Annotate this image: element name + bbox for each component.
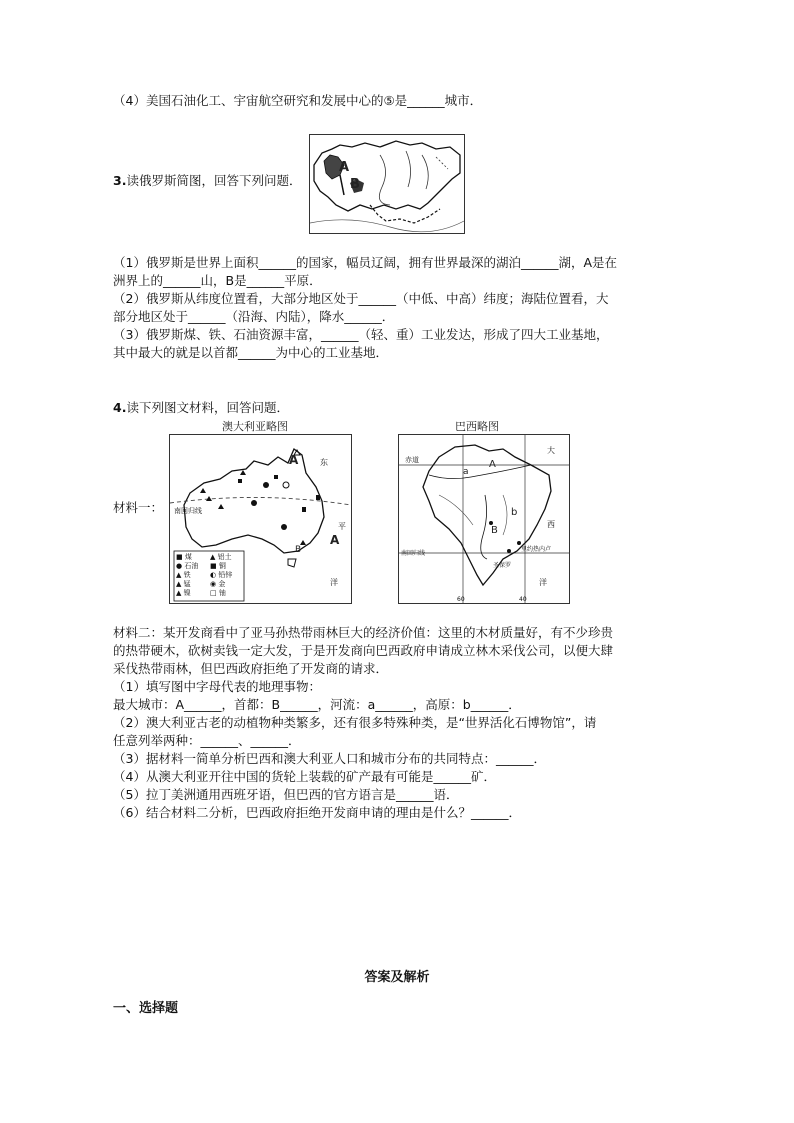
brazil-map bbox=[398, 434, 570, 604]
legend-manganese: ▲ 锰 bbox=[176, 580, 191, 588]
brazil-tropic-label: 南回归线 bbox=[401, 550, 426, 557]
legend-gold: ◉ 金 bbox=[210, 580, 226, 588]
australia-label-ping: 平 bbox=[338, 522, 346, 531]
question-4-line-8: （3）据材料一简单分析巴西和澳大利亚人口和城市分布的共同特点：______． bbox=[113, 751, 546, 766]
australia-legend bbox=[176, 553, 244, 598]
question-4-line-3: 采伐热带雨林，但巴西政府拒绝了开发商的请求． bbox=[113, 661, 389, 676]
russia-label-b: B bbox=[350, 177, 360, 192]
australia-label-a-south: A bbox=[330, 533, 340, 547]
question-4-line-10: （5）拉丁美洲通用西班牙语，但巴西的官方语言是______语． bbox=[113, 787, 459, 802]
question-4-line-7: 任意列举两种：______、______． bbox=[113, 733, 301, 748]
legend-oil: ● 石油 bbox=[176, 562, 199, 570]
question-4-line-5: 最大城市：A______，首都：B______，河流：a______，高原：b______． bbox=[113, 697, 521, 712]
legend-copper: ■ 铜 bbox=[210, 562, 226, 570]
australia-label-b: B bbox=[295, 545, 302, 555]
australia-map bbox=[169, 434, 352, 604]
question-4-line-6: （2）澳大利亚古老的动植物种类繁多，还有很多特殊种类，是“世界活化石博物馆”，请 bbox=[113, 715, 597, 730]
brazil-label-b-capital: B bbox=[491, 525, 498, 536]
russia-map bbox=[309, 134, 465, 234]
brazil-label-yang: 洋 bbox=[539, 578, 547, 587]
brazil-label-da: 大 bbox=[547, 446, 555, 455]
brazil-map-title: 巴西略图 bbox=[455, 420, 499, 433]
russia-map-drawing bbox=[310, 135, 464, 233]
legend-lead-zinc: ◐ 铅锌 bbox=[210, 571, 233, 579]
brazil-label-b-plateau: b bbox=[511, 507, 518, 518]
brazil-saopaulo-label: 圣保罗 bbox=[493, 562, 512, 569]
russia-label-a: A bbox=[339, 160, 350, 175]
question-3-title bbox=[113, 172, 301, 190]
australia-label-a-north: A bbox=[289, 453, 299, 467]
question-3-number: 3. bbox=[113, 173, 127, 188]
brazil-equator-label: 赤道 bbox=[405, 456, 419, 464]
question-4-line-9: （4）从澳大利亚开往中国的货轮上装载的矿产最有可能是______矿． bbox=[113, 769, 496, 784]
section-title: 一、选择题 bbox=[113, 1001, 179, 1016]
legend-iron: ▲ 铁 bbox=[176, 571, 191, 579]
question-4-line-1: 材料二：某开发商看中了亚马孙热带雨林巨大的经济价值：这里的木材质量好，有不少珍贵 bbox=[113, 625, 614, 640]
question-3-line-5: （3）俄罗斯煤、铁、石油资源丰富，______（轻、重）工业发达，形成了四大工业基地， bbox=[113, 327, 609, 342]
question-3-line-2: 洲界上的______山，B是______平原． bbox=[113, 273, 322, 288]
brazil-rio-label: 里约热内卢 bbox=[521, 546, 552, 553]
question-4-line-4: （1）填写图中字母代表的地理事物： bbox=[113, 679, 321, 694]
question-4-line-11: （6）结合材料二分析，巴西政府拒绝开发商申请的理由是什么？______． bbox=[113, 805, 521, 820]
brazil-label-a-river: a bbox=[463, 467, 469, 477]
question-4-text: 读下列图文材料，回答问题． bbox=[126, 400, 289, 415]
australia-label-dong: 东 bbox=[320, 458, 328, 467]
brazil-lon-60: 60 bbox=[457, 596, 465, 603]
legend-nickel: ▲ 镍 bbox=[176, 589, 191, 597]
australia-label-yang: 洋 bbox=[330, 578, 338, 587]
question-2-4: （4）美国石油化工、宇宙航空研究和发展中心的⑤是______城市． bbox=[113, 93, 483, 108]
legend-uranium: □ 铀 bbox=[210, 589, 226, 597]
question-4-title bbox=[113, 399, 289, 417]
answer-title: 答案及解析 bbox=[364, 970, 430, 985]
question-4-line-2: 的热带硬木，砍树卖钱一定大发，于是开发商向巴西政府申请成立林木采伐公司，以便大肆 bbox=[113, 643, 614, 658]
question-3-line-4: 部分地区处于______（沿海、内陆），降水______． bbox=[113, 309, 395, 324]
question-3-text: 读俄罗斯简图，回答下列问题． bbox=[126, 173, 302, 188]
legend-coal: ■ 煤 bbox=[176, 553, 192, 561]
brazil-lon-40: 40 bbox=[519, 596, 527, 603]
question-3-line-1: （1）俄罗斯是世界上面积______的国家，幅员辽阔，拥有世界最深的湖泊______湖，A是在 bbox=[113, 255, 618, 270]
brazil-label-a-city: A bbox=[489, 459, 496, 470]
question-4-number: 4. bbox=[113, 400, 127, 415]
question-3-line-3: （2）俄罗斯从纬度位置看，大部分地区处于______（中低、中高）纬度；海陆位置看，大 bbox=[113, 291, 609, 306]
legend-bauxite: ▲ 铝土 bbox=[210, 553, 232, 561]
brazil-label-xi: 西 bbox=[547, 520, 555, 529]
australia-map-title: 澳大利亚略图 bbox=[222, 420, 288, 433]
material-1-label: 材料一： bbox=[113, 500, 164, 515]
australia-tropic-label: 南回归线 bbox=[174, 507, 202, 515]
question-3-line-6: 其中最大的就是以首都______为中心的工业基地． bbox=[113, 345, 389, 360]
brazil-map-drawing bbox=[399, 435, 569, 603]
